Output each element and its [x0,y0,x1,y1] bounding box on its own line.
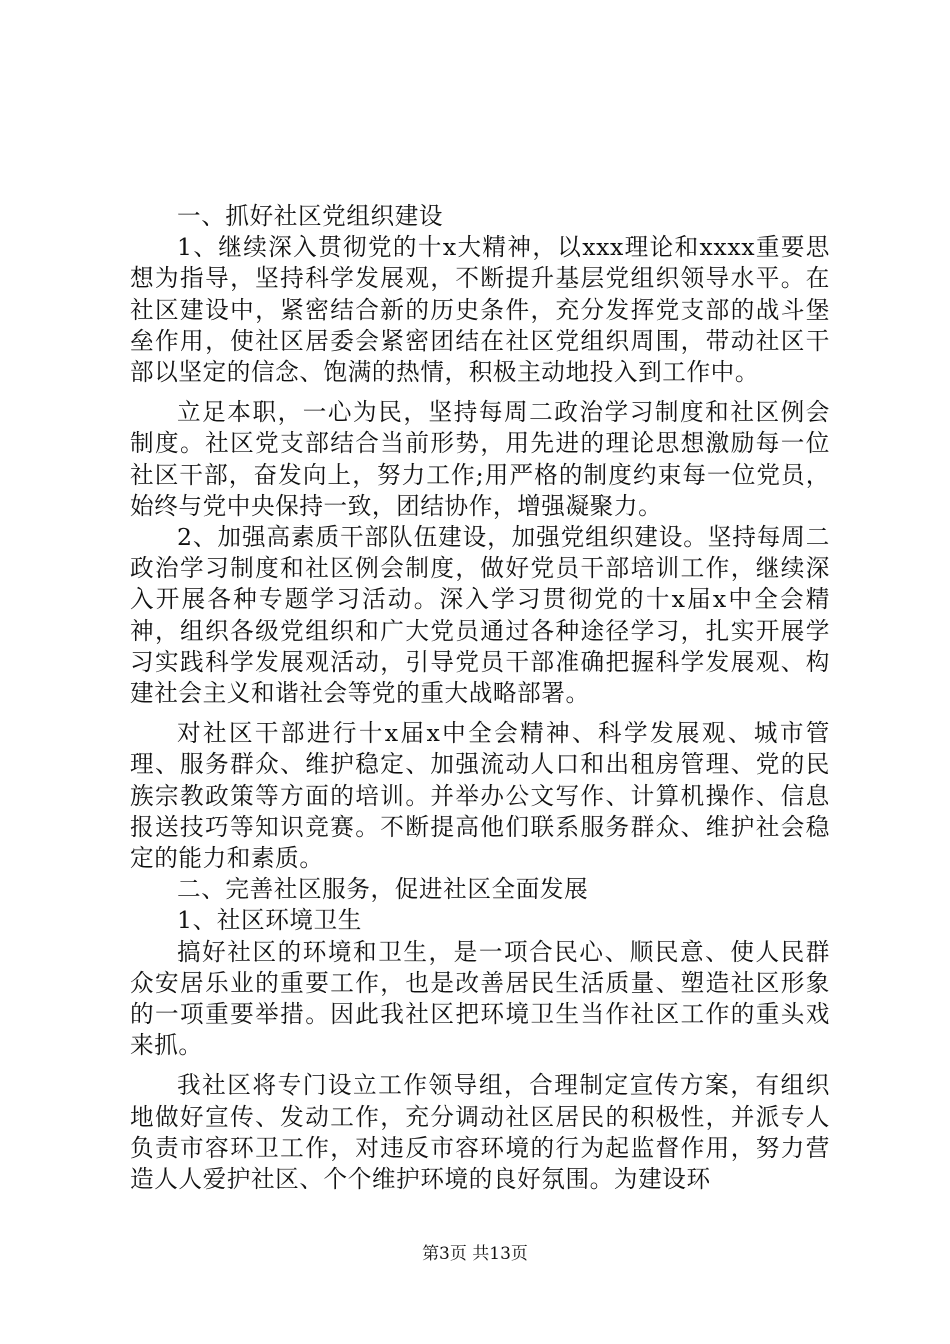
subsection-heading-1: 1、社区环境卫生 [177,906,362,935]
page-footer: 第3页 共13页 [422,1244,528,1264]
paragraph-2: 立足本职，一心为民，坚持每周二政治学习制度和社区例会制度。社区党支部结合当前形势，用先进的理论思想激励每一位社区干部，奋发向上，努力工作;用严格的制度约束每一位党员，始终与党中央保持一致，团结协作，增强凝聚力。 [130,398,830,520]
paragraph-4: 对社区干部进行十x届x中全会精神、科学发展观、城市管理、服务群众、维护稳定、加强流动人口和出租房管理、党的民族宗教政策等方面的培训。并举办公文写作、计算机操作、信息报送技巧等知识竞赛。不断提高他们联系服务群众、维护社会稳定的能力和素质。 [130,719,830,873]
paragraph-6: 我社区将专门设立工作领导组，合理制定宣传方案，有组织地做好宣传、发动工作，充分调动社区居民的积极性，并派专人负责市容环卫工作，对违反市容环境的行为起监督作用，努力营造人人爱护社区、个个维护环境的良好氛围。为建设环 [130,1071,830,1194]
paragraph-1: 1、继续深入贯彻党的十x大精神，以xxx理论和xxxx重要思想为指导，坚持科学发展观，不断提升基层党组织领导水平。在社区建设中，紧密结合新的历史条件，充分发挥党支部的战斗堡垒作用，使社区居委会紧密团结在社区党组织周围，带动社区干部以坚定的信念、饱满的热情，积极主动地投入到工作中。 [130,233,830,387]
document-body [130,201,830,1195]
paragraph-5: 搞好社区的环境和卫生，是一项合民心、顺民意、使人民群众安居乐业的重要工作，也是改善居民生活质量、塑造社区形象的一项重要举措。因此我社区把环境卫生当作社区工作的重头戏来抓。 [130,937,830,1060]
section-heading-1: 一、抓好社区党组织建设 [177,202,444,230]
paragraph-3: 2、加强高素质干部队伍建设，加强党组织建设。坚持每周二政治学习制度和社区例会制度，做好党员干部培训工作，继续深入开展各种专题学习活动。深入学习贯彻党的十x届x中全会精神，组织各级党组织和广大党员通过各种途径学习，扎实开展学习实践科学发展观活动，引导党员干部准确把握科学发展观、构建社会主义和谐社会等党的重大战略部署。 [130,523,830,708]
section-heading-2: 二、完善社区服务，促进社区全面发展 [177,875,589,904]
